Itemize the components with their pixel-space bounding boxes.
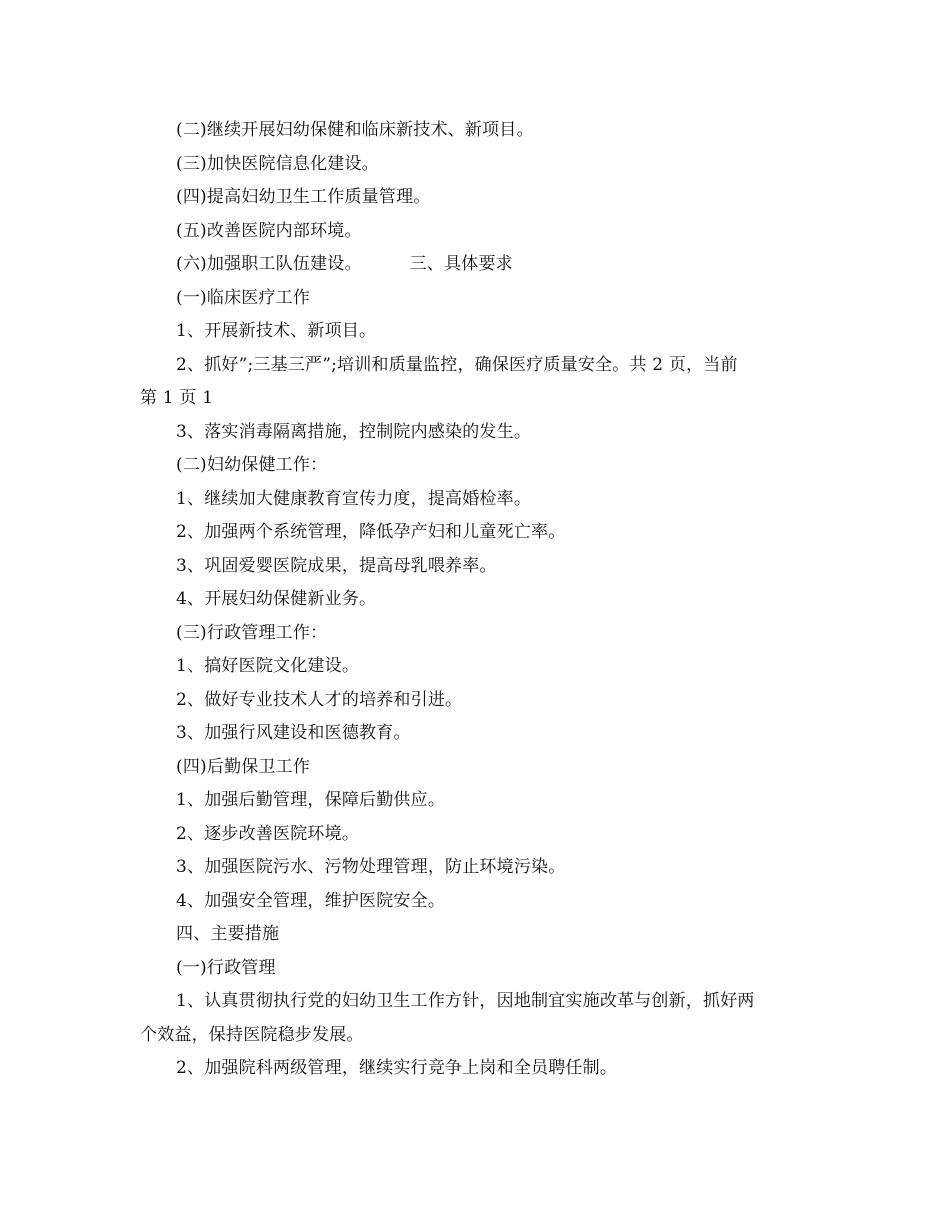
subsection-heading: (一)临床医疗工作 (176, 287, 311, 308)
text-line: 3、加强医院污水、污物处理管理，防止环境污染。 (176, 857, 566, 877)
text-line: (五)改善医院内部环境。 (176, 220, 362, 241)
text-line: (四)提高妇幼卫生工作质量管理。 (176, 187, 431, 207)
text-line: 1、开展新技术、新项目。 (176, 321, 377, 341)
text-line: 2、做好专业技术人才的培养和引进。 (176, 689, 463, 710)
text-line-continuation: 个效益，保持医院稳步发展。 (140, 1024, 364, 1045)
subsection-heading: (二)妇幼保健工作： (176, 455, 328, 475)
text-line-continuation: 第 1 页 1 (140, 388, 214, 408)
text-line: 2、加强两个系统管理，降低孕产妇和儿童死亡率。 (176, 522, 566, 542)
text-line: 2、抓好”;三基三严”;培训和质量监控，确保医疗质量安全。共 2 页，当前 (176, 354, 738, 375)
text-line: 3、加强行风建设和医德教育。 (176, 723, 411, 743)
text-line: 3、落实消毒隔离措施，控制院内感染的发生。 (176, 421, 532, 442)
text-line: 4、开展妇幼保健新业务。 (176, 589, 377, 609)
text-line: 1、加强后勤管理，保障后勤供应。 (176, 790, 446, 810)
text-line: 1、继续加大健康教育宣传力度，提高婚检率。 (176, 488, 532, 509)
subsection-heading: (四)后勤保卫工作 (176, 756, 311, 777)
section-heading: 四、主要措施 (176, 924, 280, 944)
document-body (140, 114, 812, 1086)
subsection-heading: (一)行政管理 (176, 957, 276, 978)
text-line (140, 248, 812, 282)
text-line: 2、加强院科两级管理，继续实行竞争上岗和全员聘任制。 (176, 1058, 618, 1078)
text-line: 4、加强安全管理，维护医院安全。 (176, 890, 446, 911)
text-line: 2、逐步改善医院环境。 (176, 823, 360, 844)
section-heading: 三、具体要求 (409, 254, 513, 274)
text-segment: (六)加强职工队伍建设。 (176, 254, 362, 274)
text-line: 3、巩固爱婴医院成果，提高母乳喂养率。 (176, 555, 497, 576)
text-line: 1、搞好医院文化建设。 (176, 656, 360, 676)
text-line: (三)加快医院信息化建设。 (176, 153, 379, 174)
text-line: (二)继续开展妇幼保健和临床新技术、新项目。 (176, 120, 534, 140)
text-line: 1、认真贯彻执行党的妇幼卫生工作方针，因地制宜实施改革与创新，抓好两 (176, 991, 755, 1011)
subsection-heading: (三)行政管理工作： (176, 622, 328, 643)
